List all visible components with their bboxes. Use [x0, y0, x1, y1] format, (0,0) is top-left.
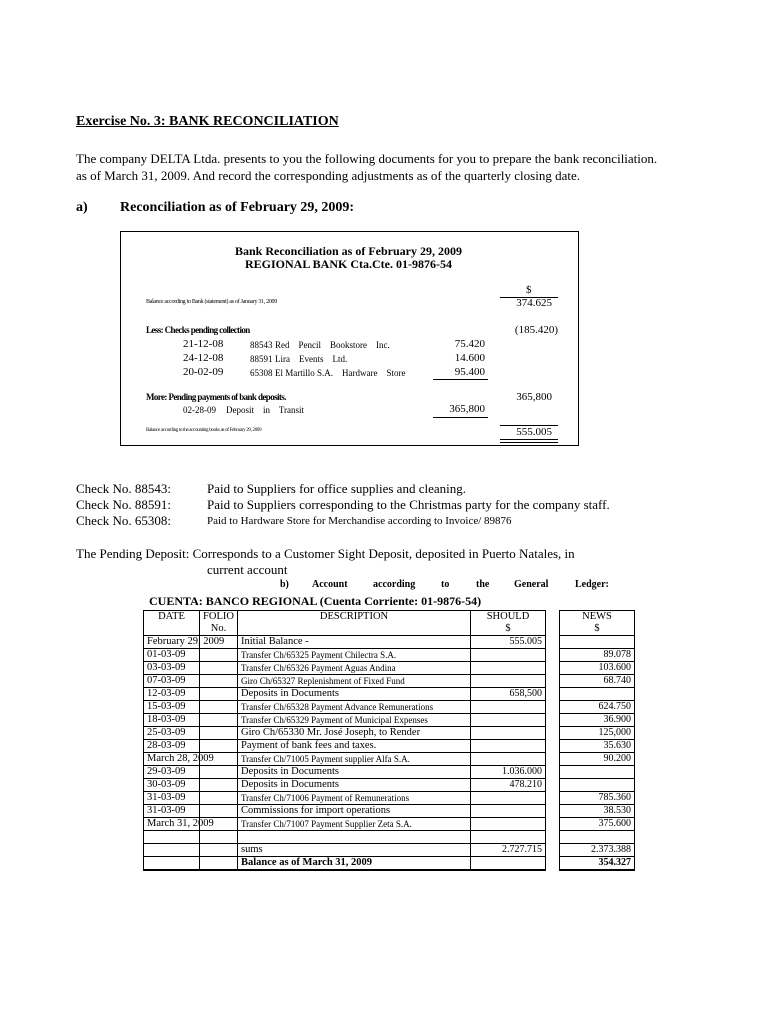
ledger-description: Transfer Ch/65329 Payment of Municipal Expenses [238, 714, 471, 727]
ledger-date: 25-03-09 [144, 727, 200, 740]
ledger-news: 375.600 [560, 818, 635, 831]
section-b-word: to [441, 579, 450, 590]
check-info-label: Check No. 88591: [76, 497, 171, 512]
books-balance-value: 555.005 [516, 426, 552, 438]
section-b-letter: b) [280, 579, 289, 590]
header-description: DESCRIPTION [238, 611, 471, 636]
section-a-title: Reconciliation as of February 29, 2009: [120, 200, 355, 215]
ledger-description: Transfer Ch/65326 Payment Aguas Andina [238, 662, 471, 675]
check-payee: Lira Events Ltd. [275, 354, 348, 364]
ledger-row [144, 805, 635, 818]
ledger-row [144, 753, 635, 766]
check-info-text: Paid to Suppliers corresponding to the Christmas party for the company staff. [207, 497, 610, 512]
check-number: 88543 [250, 340, 273, 350]
check-payee: Red Pencil Bookstore Inc. [275, 340, 390, 350]
ledger-description: Transfer Ch/71006 Payment of Remunerations [238, 792, 471, 805]
ledger-row [144, 714, 635, 727]
reconciliation-bank: REGIONAL BANK Cta.Cte. 01-9876-54 [245, 257, 452, 271]
ledger-should [471, 740, 546, 753]
header-date: DATE [144, 611, 200, 636]
ledger-body [144, 636, 635, 831]
ledger-description: Deposits in Documents [238, 688, 471, 701]
ledger-should [471, 792, 546, 805]
ledger-description: Commissions for import operations [238, 805, 471, 818]
reconciliation-title: Bank Reconciliation as of February 29, 2009 [235, 244, 462, 258]
ledger-description: Deposits in Documents [238, 766, 471, 779]
ledger-news: 36.900 [560, 714, 635, 727]
more-total: 365,800 [516, 391, 552, 403]
ledger-news: 103.600 [560, 662, 635, 675]
ledger-date: 12-03-09 [144, 688, 200, 701]
ledger-row [144, 701, 635, 714]
ledger-date: 31-03-09 [144, 792, 200, 805]
ledger-description: Transfer Ch/65325 Payment Chilectra S.A. [238, 649, 471, 662]
ledger-folio [200, 675, 238, 688]
ledger-row [144, 649, 635, 662]
header-should: SHOULD $ [471, 611, 546, 636]
ledger-row [144, 766, 635, 779]
pending-deposit-line-2: current account [207, 562, 288, 577]
ledger-date: March 31, 2009 [144, 818, 200, 831]
header-news: NEWS $ [560, 611, 635, 636]
ledger-news [560, 636, 635, 649]
intro-line-1: The company DELTA Ltda. presents to you the following documents for you to prepare the bank reconciliation. [76, 151, 658, 166]
bank-balance-value: 374.625 [516, 297, 552, 309]
ledger-should [471, 714, 546, 727]
deposit-date: 02-28-09 [183, 405, 216, 415]
check-info-text: Paid to Suppliers for office supplies and cleaning. [207, 481, 466, 496]
ledger-should: 555.005 [471, 636, 546, 649]
ledger-description: Payment of bank fees and taxes. [238, 740, 471, 753]
check-date: 24-12-08 [183, 352, 224, 364]
ledger-should [471, 649, 546, 662]
ledger-should [471, 727, 546, 740]
ledger-date: 30-03-09 [144, 779, 200, 792]
ledger-table [143, 610, 635, 871]
ledger-news [560, 779, 635, 792]
sums-label: sums [238, 844, 471, 857]
ledger-description: Deposits in Documents [238, 779, 471, 792]
exercise-title: Exercise No. 3: BANK RECONCILIATION [76, 114, 339, 129]
ledger-should [471, 675, 546, 688]
ledger-row [144, 675, 635, 688]
section-b-word: Ledger: [575, 579, 609, 590]
ledger-account-title: CUENTA: BANCO REGIONAL (Cuenta Corriente: 01-9876-54) [149, 594, 482, 608]
ledger-should [471, 753, 546, 766]
ledger-description: Transfer Ch/65328 Payment Advance Remunerations [238, 701, 471, 714]
ledger-header-row [144, 611, 635, 636]
books-balance-label: Balance according to the accounting books as of February 29, 2009 [146, 428, 262, 433]
check-number: 65308 [250, 368, 273, 378]
check-date: 20-02-09 [183, 366, 224, 378]
ledger-date: 07-03-09 [144, 675, 200, 688]
ledger-news [560, 766, 635, 779]
check-amount: 95.400 [454, 366, 485, 378]
ledger-sums-row [144, 844, 635, 857]
deposit-description: Deposit in Transit [226, 405, 305, 415]
more-label: More: Pending payments of bank deposits. [146, 392, 286, 402]
check-date: 21-12-08 [183, 338, 224, 350]
currency-symbol: $ [526, 284, 532, 296]
ledger-should: 478.210 [471, 779, 546, 792]
ledger-should: 658,500 [471, 688, 546, 701]
ledger-date: 29-03-09 [144, 766, 200, 779]
check-info-text: Paid to Hardware Store for Merchandise according to Invoice/ 89876 [207, 515, 512, 527]
check-amount: 75.420 [454, 338, 485, 350]
ledger-row [144, 662, 635, 675]
ledger-description: Giro Ch/65330 Mr. José Joseph, to Render [238, 727, 471, 740]
ledger-date: 01-03-09 [144, 649, 200, 662]
ledger-date: March 28, 2009 [144, 753, 200, 766]
sums-news: 2.373.388 [560, 844, 635, 857]
section-a-letter: a) [76, 200, 88, 215]
ledger-folio [200, 805, 238, 818]
ledger-row [144, 727, 635, 740]
section-b-word: according [373, 579, 416, 590]
check-info-label: Check No. 88543: [76, 481, 171, 496]
ledger-folio [200, 649, 238, 662]
ledger-folio [200, 701, 238, 714]
ledger-balance-row [144, 857, 635, 871]
ledger-row [144, 740, 635, 753]
ledger-folio [200, 727, 238, 740]
ledger-description: Giro Ch/65327 Replenishment of Fixed Fund [238, 675, 471, 688]
ledger-folio [200, 792, 238, 805]
ledger-date: 28-03-09 [144, 740, 200, 753]
ledger-news [560, 688, 635, 701]
ledger-date: 18-03-09 [144, 714, 200, 727]
ledger-news: 90.200 [560, 753, 635, 766]
ledger-should: 1.036.000 [471, 766, 546, 779]
ledger-news: 785.360 [560, 792, 635, 805]
ledger-folio [200, 779, 238, 792]
less-total: (185.420) [514, 324, 558, 336]
ledger-news: 125,000 [560, 727, 635, 740]
ledger-should [471, 805, 546, 818]
balance-value: 354.327 [560, 857, 635, 871]
ledger-folio [200, 714, 238, 727]
ledger-row [144, 792, 635, 805]
check-number: 88591 [250, 354, 273, 364]
ledger-should [471, 701, 546, 714]
intro-line-2: as of March 31, 2009. And record the corresponding adjustments as of the quarterly closing date. [76, 168, 580, 183]
ledger-folio [200, 740, 238, 753]
section-b-word: Account [312, 579, 348, 590]
section-b-word: General [514, 579, 549, 590]
ledger-row [144, 818, 635, 831]
check-amount: 14.600 [454, 352, 485, 364]
ledger-date: 15-03-09 [144, 701, 200, 714]
header-folio: FOLIO No. [200, 611, 238, 636]
ledger-folio [200, 662, 238, 675]
ledger-row [144, 688, 635, 701]
check-info-label: Check No. 65308: [76, 513, 171, 528]
ledger-row [144, 636, 635, 649]
ledger-date: 31-03-09 [144, 805, 200, 818]
ledger-should [471, 818, 546, 831]
check-payee: El Martillo S.A. Hardware Store [275, 368, 406, 378]
ledger-description: Transfer Ch/71007 Payment Supplier Zeta S.A. [238, 818, 471, 831]
ledger-news: 35.630 [560, 740, 635, 753]
ledger-news: 624.750 [560, 701, 635, 714]
ledger-description: Transfer Ch/71005 Payment supplier Alfa S.A. [238, 753, 471, 766]
ledger-date: 03-03-09 [144, 662, 200, 675]
ledger-news: 89.078 [560, 649, 635, 662]
less-label: Less: Checks pending collection [146, 325, 250, 335]
pending-deposit-line-1: The Pending Deposit: Corresponds to a Customer Sight Deposit, deposited in Puerto Natales, in [76, 546, 575, 561]
deposit-amount: 365,800 [449, 403, 485, 415]
ledger-news: 38.530 [560, 805, 635, 818]
ledger-folio [200, 766, 238, 779]
ledger-date: February 29, 2009 [144, 636, 200, 649]
ledger-folio [200, 688, 238, 701]
section-b-word: the [476, 579, 490, 590]
ledger-description: Initial Balance - [238, 636, 471, 649]
balance-label: Balance as of March 31, 2009 [238, 857, 471, 871]
ledger-should [471, 662, 546, 675]
ledger-news: 68.740 [560, 675, 635, 688]
ledger-blank-row [144, 831, 635, 844]
ledger-row [144, 779, 635, 792]
sums-should: 2.727.715 [471, 844, 546, 857]
bank-balance-label: Balance according to Bank (statement) as of January 31, 2009 [146, 299, 277, 305]
